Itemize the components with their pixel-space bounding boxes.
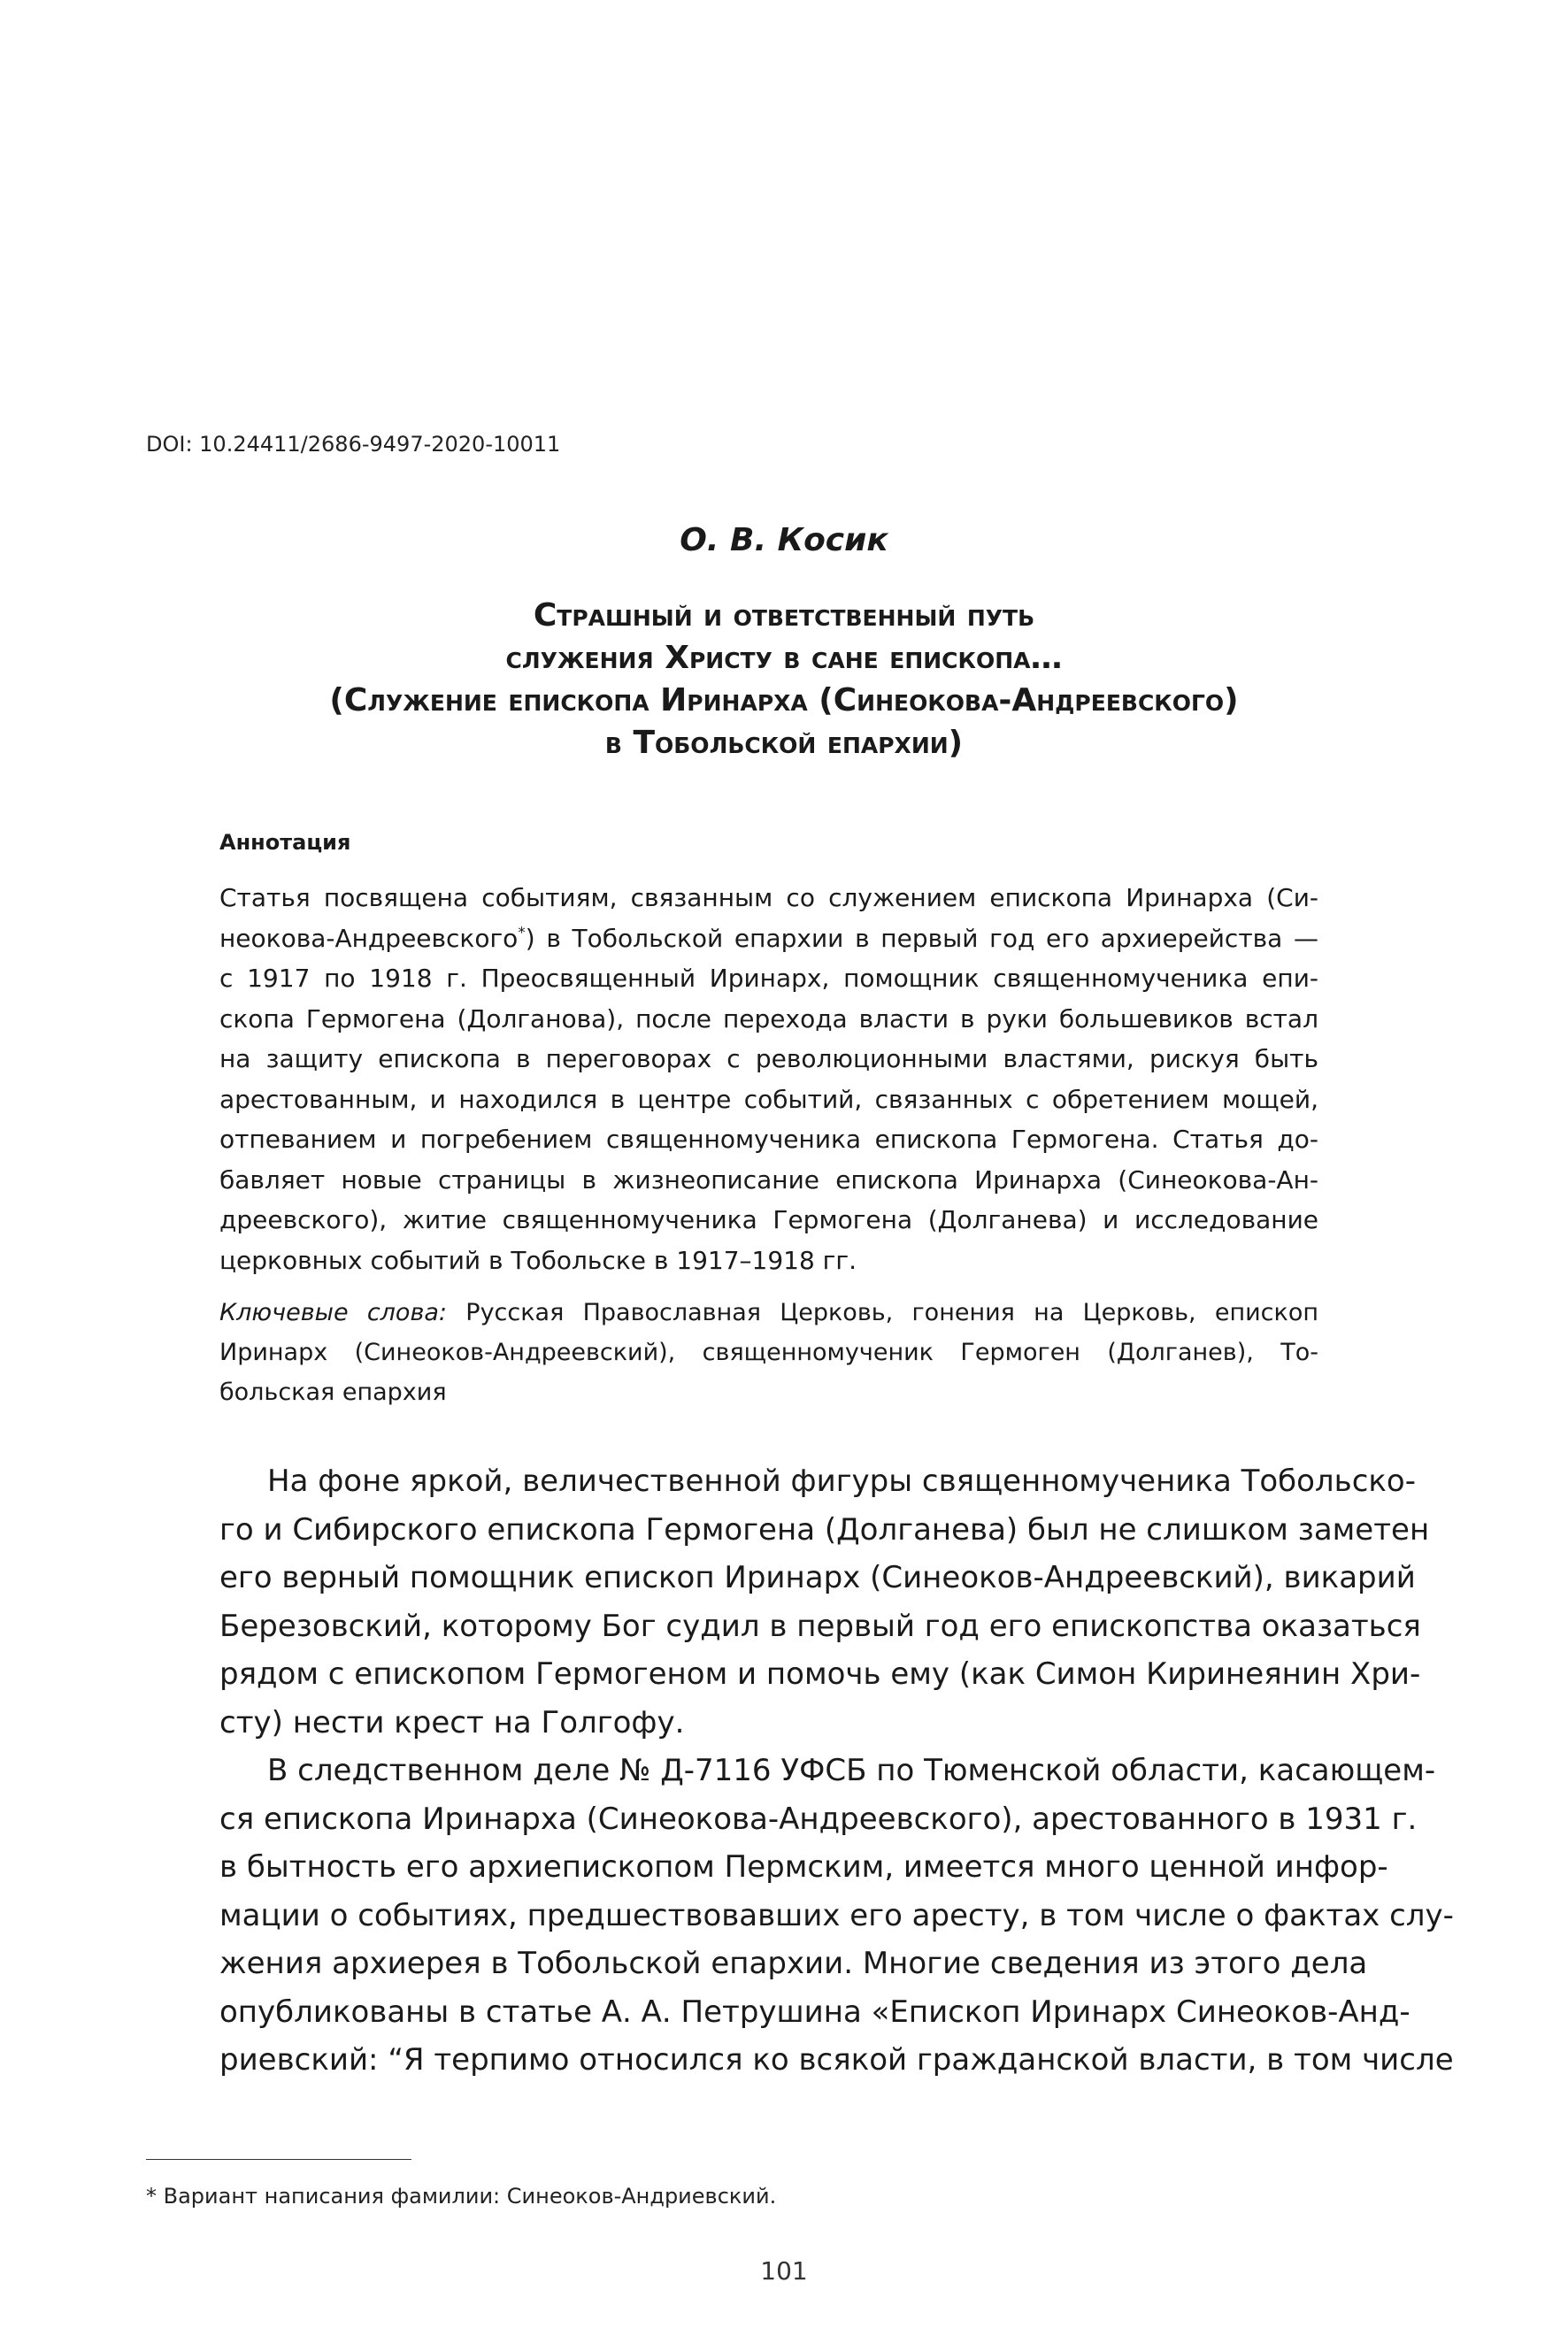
title-line: (Служение епископа Иринарха (Синеокова-Андреевского) xyxy=(329,682,1239,718)
author-name: О. В. Косик xyxy=(680,522,888,558)
body-line: опубликованы в статье А. А. Петрушина «Епископ Иринарх Синеоков-Анд- xyxy=(219,1994,1410,2030)
abstract-line xyxy=(219,918,1318,959)
abstract-line: на защиту епископа в переговорах с революционными властями, рискуя быть xyxy=(219,1044,1318,1073)
page-number: 101 xyxy=(760,2256,808,2286)
body-line: жения архиерея в Тобольской епархии. Многие сведения из этого дела xyxy=(219,1946,1368,1981)
abstract xyxy=(219,830,1318,1412)
body-line: В следственном деле № Д-7116 УФСБ по Тюменской области, касающем- xyxy=(267,1753,1436,1788)
abstract-line: арестованным, и находился в центре событий, связанных с обретением мощей, xyxy=(219,1084,1318,1114)
body-line: сту) нести крест на Голгофу. xyxy=(219,1704,685,1740)
keywords-line: Иринарх (Синеоков-Андреевский), священномученик Гермоген (Долганев), То- xyxy=(219,1339,1318,1366)
footnote-mark: * xyxy=(518,923,526,941)
body-line: ся епископа Иринарха (Синеокова-Андреевского), арестованного в 1931 г. xyxy=(219,1801,1418,1837)
body-line: рядом с епископом Гермогеном и помочь ему (как Симон Киринеянин Хри- xyxy=(219,1656,1421,1692)
footnote: * Вариант написания фамилии: Синеоков-Андриевский. xyxy=(146,2184,777,2209)
abstract-heading: Аннотация xyxy=(219,830,351,855)
title-line: Страшный и ответственный путь xyxy=(533,597,1035,634)
abstract-line-part: ) в Тобольской епархии в первый год его архиерейства — xyxy=(525,923,1318,953)
body-line: мации о событиях, предшествовавших его аресту, в том числе о фактах слу- xyxy=(219,1897,1454,1933)
article-body xyxy=(219,1457,1454,2085)
abstract-line: бавляет новые страницы в жизнеописание епископа Иринарха (Синеокова-Ан- xyxy=(219,1164,1318,1195)
body-line-text: На фоне яркой, величественной фигуры священномученика Тобольско- xyxy=(267,1464,1416,1499)
title-line: служения Христу в сане епископа… xyxy=(505,640,1063,676)
body-line: риевский: “Я терпимо относился ко всякой гражданской власти, в том числе xyxy=(219,2042,1454,2078)
abstract-line: скопа Гермогена (Долганова), после перехода власти в руки большевиков встал xyxy=(219,1003,1318,1033)
keywords-line: больская епархия xyxy=(219,1379,447,1406)
keywords xyxy=(219,1293,1318,1412)
abstract-line: отпеванием и погребением священномученика епископа Гермогена. Статья до- xyxy=(219,1125,1318,1154)
article-title xyxy=(106,595,1462,764)
keywords-line xyxy=(219,1293,1318,1333)
abstract-line: дреевского), житие священномученика Гермогена (Долганева) и исследование xyxy=(219,1205,1318,1234)
body-text xyxy=(219,1457,1454,2085)
abstract-line: церковных событий в Тобольске в 1917–1918 гг. xyxy=(219,1245,857,1275)
title-line: в Тобольской епархии) xyxy=(604,725,964,761)
keywords-label: Ключевые слова: xyxy=(219,1299,448,1326)
abstract-text xyxy=(219,878,1318,1280)
body-line xyxy=(219,1457,1416,1506)
doi: DOI: 10.24411/2686-9497-2020-10011 xyxy=(146,432,561,457)
body-line: его верный помощник епископ Иринарх (Синеоков-Андреевский), викарий xyxy=(219,1560,1416,1595)
keywords-text: Русская Православная Церковь, гонения на Церковь, епископ xyxy=(447,1299,1318,1326)
body-line: го и Сибирского епископа Гермогена (Долганева) был не слишком заметен xyxy=(219,1511,1430,1548)
abstract-line-part: неокова-Андреевского xyxy=(219,923,519,953)
footnote-divider xyxy=(146,2159,411,2160)
body-line: в бытность его архиепископом Пермским, имеется много ценной инфор- xyxy=(219,1849,1388,1885)
abstract-line: с 1917 по 1918 г. Преосвященный Иринарх, помощник священномученика епи- xyxy=(219,964,1318,993)
body-line: Березовский, которому Бог судил в первый год его епископства оказаться xyxy=(219,1608,1421,1644)
abstract-line: Статья посвящена событиям, связанным со служением епископа Иринарха (Си- xyxy=(219,883,1318,912)
